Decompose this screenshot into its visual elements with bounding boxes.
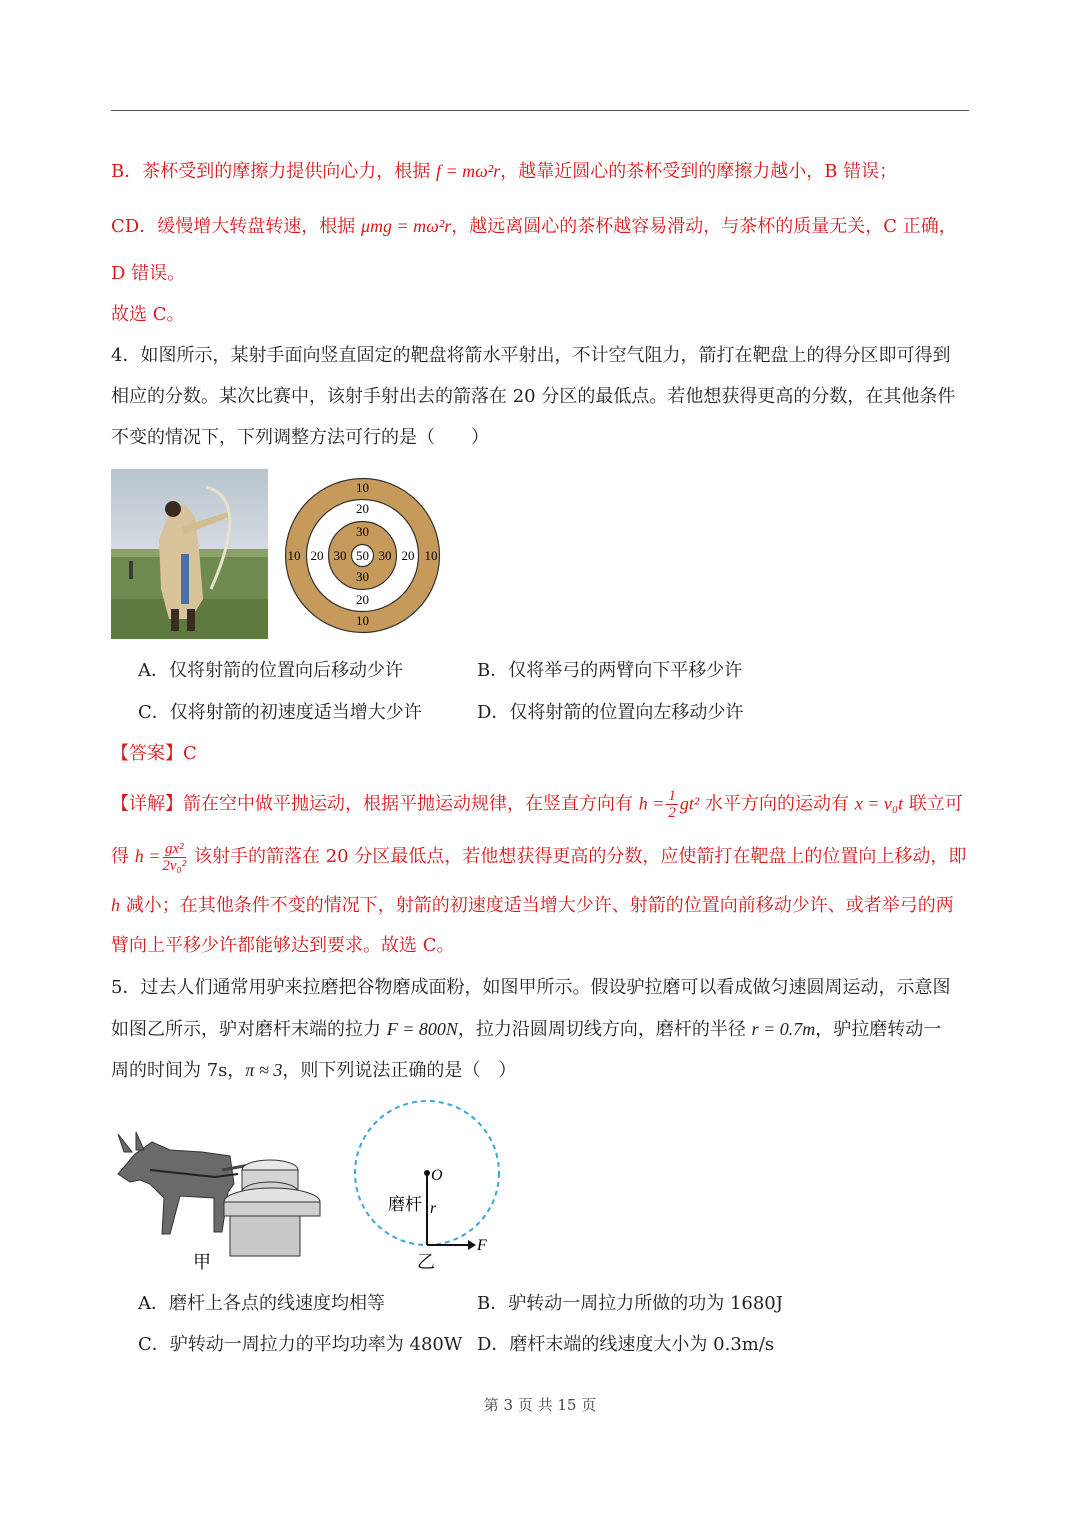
q4-detail-line4: 臂向上平移少许都能够达到要求。故选 C。: [111, 935, 455, 956]
target-label: 10: [424, 548, 438, 563]
target-label: 20: [356, 501, 369, 516]
analysis-cd-line2: D 错误。: [111, 263, 186, 284]
center-point: [424, 1170, 430, 1176]
q5-stem-line2: 如图乙所示，驴对磨杆末端的拉力 F = 800N，拉力沿圆周切线方向，磨杆的半径 r = 0.7m，驴拉磨转动一: [111, 1019, 942, 1040]
figure-label-jia: 甲: [193, 1252, 211, 1273]
q4-detail-line3: h 减小；在其他条件不变的情况下，射箭的初速度适当增大少许、射箭的位置向前移动少许、或者举弓的两: [111, 895, 954, 916]
target-diagram: [284, 477, 441, 638]
q4-answer: 【答案】C: [111, 743, 197, 764]
millstone-drawing: [224, 1160, 320, 1256]
q4-stem-line1: 4．如图所示，某射手面向竖直固定的靶盘将箭水平射出，不计空气阻力，箭打在靶盘上的得分区即可得到: [111, 345, 951, 366]
analysis-b-line: B．茶杯受到的摩擦力提供向心力，根据 f = mω²r，越靠近圆心的茶杯受到的摩擦力越小，B 错误；: [111, 161, 898, 182]
target-label: 10: [287, 548, 301, 563]
figure-label-yi: 乙: [417, 1252, 435, 1273]
analysis-cd-line: CD．缓慢增大转盘转速，根据 μmg = mω²r，越远离圆心的茶杯越容易滑动，与茶杯的质量无关，C 正确，: [111, 216, 957, 237]
q5-option-a: A．磨杆上各点的线速度均相等: [138, 1293, 385, 1314]
q4-detail-line2: 得 h = $\frac{\text{gx²}}{\text{2v₀²}}$ 该射手的箭落在 20 分区最低点，若他想获得更高的分数，应使箭打在靶盘上的位置向上移动，即: [111, 840, 967, 874]
mill-schematic: [350, 1100, 520, 1279]
q4-option-c: C．仅将射箭的初速度适当增大少许: [138, 702, 422, 723]
label-o: O: [431, 1167, 443, 1184]
archer-photo: [111, 469, 268, 639]
q4-stem-line3: 不变的情况下，下列调整方法可行的是（ ）: [111, 427, 489, 448]
q5-option-b: B．驴转动一周拉力所做的功为 1680J: [477, 1293, 783, 1314]
target-label: 10: [356, 480, 369, 495]
target-label: 10: [356, 613, 369, 628]
target-label: 30: [356, 569, 369, 584]
label-r: r: [430, 1200, 437, 1217]
page-footer: 第 3 页 共 15 页: [483, 1396, 597, 1414]
target-label: 20: [310, 548, 324, 563]
target-label: 30: [333, 548, 347, 563]
force-arrowhead: [468, 1240, 476, 1250]
q5-option-d: D．磨杆末端的线速度大小为 0.3m/s: [477, 1334, 775, 1355]
target-label: 30: [356, 524, 369, 539]
analysis-choose: 故选 C。: [111, 304, 185, 325]
q4-option-b: B．仅将举弓的两臂向下平移少许: [477, 660, 743, 681]
q4-stem-line2: 相应的分数。某次比赛中，该射手射出去的箭落在 20 分区的最低点。若他想获得更高的分数，在其他条件: [111, 386, 956, 407]
label-f: F: [477, 1237, 487, 1254]
q4-detail-line1: 【详解】箭在空中做平抛运动，根据平抛运动规律，在竖直方向有 h = $\frac{1}{2}$ gt² 水平方向的运动有 x = v₀t 联立可: [111, 788, 963, 821]
q5-stem-line3: 周的时间为 7s，π ≈ 3，则下列说法正确的是（ ）: [111, 1060, 517, 1081]
target-label: 20: [401, 548, 415, 563]
label-rod: 磨杆: [388, 1195, 422, 1215]
q5-option-c: C．驴转动一周拉力的平均功率为 480W: [138, 1334, 463, 1355]
target-label: 50: [356, 548, 369, 563]
q4-option-a: A．仅将射箭的位置向后移动少许: [138, 660, 403, 681]
q5-stem-line1: 5．过去人们通常用驴来拉磨把谷物磨成面粉，如图甲所示。假设驴拉磨可以看成做匀速圆周运动，示意图: [111, 977, 951, 998]
target-label: 30: [378, 548, 392, 563]
header-rule: [111, 110, 969, 111]
donkey-mill-figure: [110, 1122, 330, 1281]
target-label: 20: [356, 592, 369, 607]
q4-option-d: D．仅将射箭的位置向左移动少许: [477, 702, 744, 723]
